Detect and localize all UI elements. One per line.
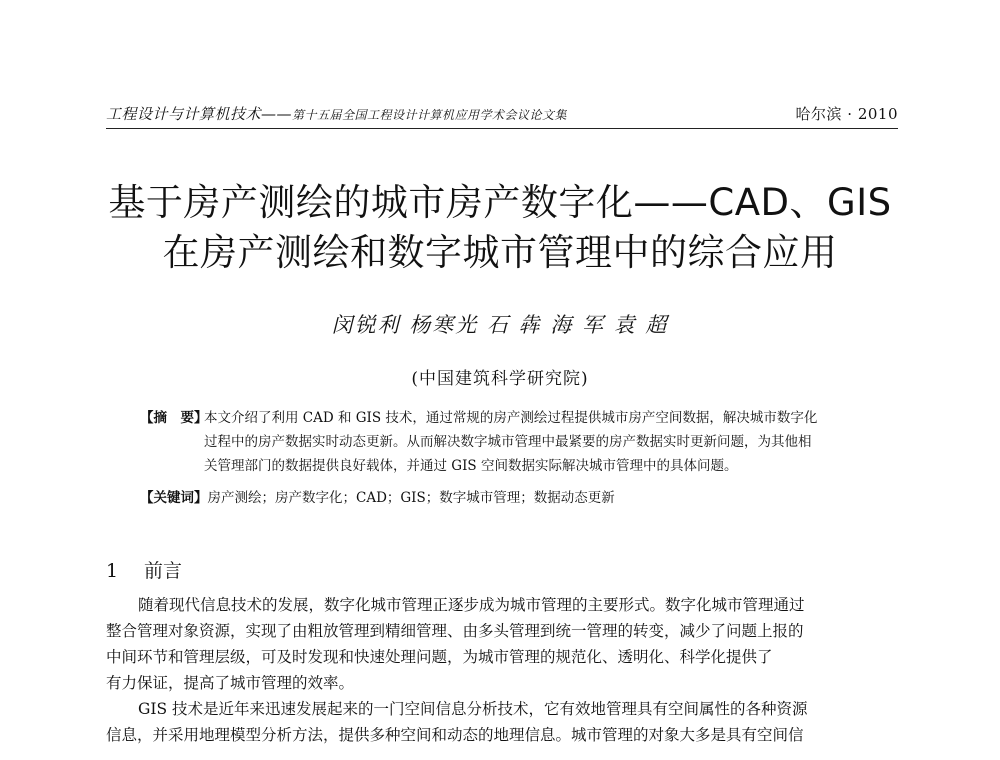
paragraph-line: GIS 技术是近年来迅速发展起来的一门空间信息分析技术，它有效地管理具有空间属性的各种资源 bbox=[138, 700, 808, 718]
paper-title-line-2: 在房产测绘和数字城市管理中的综合应用 bbox=[162, 231, 838, 274]
paragraph-line: 随着现代信息技术的发展，数字化城市管理正逐步成为城市管理的主要形式。数字化城市管理通过 bbox=[138, 596, 805, 614]
paragraph-line: 整合管理对象资源，实现了由粗放管理到精细管理、由多头管理到统一管理的转变，减少了问题上报的 bbox=[106, 622, 804, 640]
paragraph-line: 中间环节和管理层级，可及时发现和快速处理问题，为城市管理的规范化、透明化、科学化提供了 bbox=[106, 648, 773, 666]
running-header bbox=[106, 103, 898, 129]
section-heading bbox=[106, 556, 182, 583]
abstract-line bbox=[140, 406, 900, 430]
conference-name: 第十五届全国工程设计计算机应用学术会议论文集 bbox=[292, 108, 568, 122]
abstract bbox=[140, 406, 900, 478]
keywords-label: 【关键词】 bbox=[140, 490, 208, 506]
journal-title bbox=[106, 103, 567, 124]
affiliation: (中国建筑科学研究院) bbox=[411, 369, 589, 389]
conference-location: 哈尔滨 · 2010 bbox=[795, 105, 898, 123]
paragraph-line: 有力保证，提高了城市管理的效率。 bbox=[106, 674, 355, 692]
journal-name: 工程设计与计算机技术—— bbox=[106, 105, 293, 123]
abstract-line: 过程中的房产数据实时动态更新。从而解决数字城市管理中最紧要的房产数据实时更新问题，为其他相 bbox=[204, 434, 812, 450]
abstract-text: 本文介绍了利用 CAD 和 GIS 技术，通过常规的房产测绘过程提供城市房产空间数据，解决城市数字化 bbox=[204, 410, 818, 426]
keywords bbox=[140, 486, 900, 510]
section-title: 前言 bbox=[144, 560, 183, 582]
abstract-line: 关管理部门的数据提供良好载体，并通过 GIS 空间数据实际解决城市管理中的具体问题。 bbox=[204, 458, 738, 474]
abstract-label: 【摘 要】 bbox=[140, 410, 208, 426]
author-list: 闵锐利 杨寒光 石 犇 海 军 袁 超 bbox=[331, 313, 669, 337]
paragraph-line: 信息，并采用地理模型分析方法，提供多种空间和动态的地理信息。城市管理的对象大多是具有空间信 bbox=[106, 726, 804, 744]
section-number: 1 bbox=[106, 560, 119, 582]
paper-title-line-1: 基于房产测绘的城市房产数字化——CAD、GIS bbox=[108, 181, 892, 224]
body-text bbox=[106, 592, 906, 748]
keywords-text: 房产测绘；房产数字化；CAD；GIS；数字城市管理；数据动态更新 bbox=[207, 490, 615, 506]
